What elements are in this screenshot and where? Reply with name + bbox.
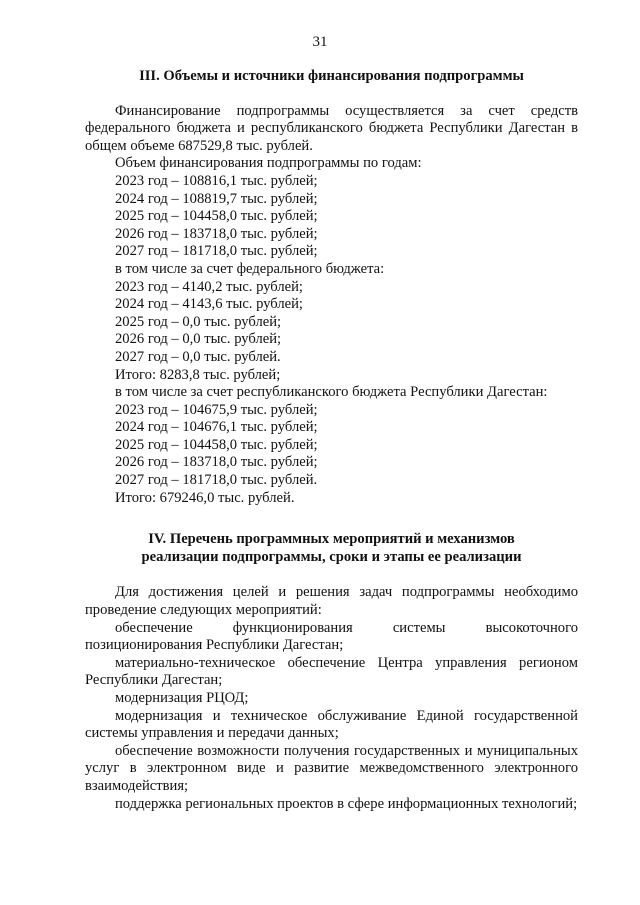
activity-item: поддержка региональных проектов в сфере информационных технологий;	[115, 795, 578, 812]
financing-line: 2024 год – 108819,7 тыс. рублей;	[115, 190, 318, 207]
section-4-intro: Для достижения целей и решения задач подпрограммы необходимо проведение следующих мероприятий:	[85, 584, 578, 619]
activities-list	[85, 620, 578, 814]
financing-line: 2024 год – 4143,6 тыс. рублей;	[115, 296, 303, 313]
financing-line: 2023 год – 108816,1 тыс. рублей;	[115, 172, 318, 189]
section-3-title: III. Объемы и источники финансирования подпрограммы	[139, 68, 524, 84]
page-number: 31	[312, 34, 328, 50]
activity-item: модернизация и техническое обслуживание Единой государственной системы управления и передачи данных;	[85, 707, 578, 742]
financing-line: 2025 год – 0,0 тыс. рублей;	[115, 313, 282, 330]
financing-line: Объем финансирования подпрограммы по годам:	[115, 155, 422, 172]
financing-line: Итого: 8283,8 тыс. рублей;	[115, 366, 281, 383]
financing-line: 2025 год – 104458,0 тыс. рублей;	[115, 208, 318, 225]
section-4-title-line-2: реализации подпрограммы, сроки и этапы ее реализации	[141, 548, 522, 565]
document-body	[85, 68, 578, 813]
financing-line: 2027 год – 181718,0 тыс. рублей.	[115, 472, 318, 489]
section-4-title-line-1: IV. Перечень программных мероприятий и механизмов	[148, 531, 515, 548]
financing-line: в том числе за счет республиканского бюджета Республики Дагестан:	[115, 384, 548, 401]
financing-line: 2026 год – 183718,0 тыс. рублей;	[115, 225, 318, 242]
financing-line: 2023 год – 4140,2 тыс. рублей;	[115, 278, 303, 295]
financing-line: 2026 год – 183718,0 тыс. рублей;	[115, 454, 318, 471]
financing-line: 2025 год – 104458,0 тыс. рублей;	[115, 436, 318, 453]
financing-line: 2024 год – 104676,1 тыс. рублей;	[115, 419, 318, 436]
section-3-intro: Финансирование подпрограммы осуществляется за счет средств федерального бюджета и республиканского бюджета Республики Дагестан в общем объеме 687529,8 тыс. рублей.	[85, 102, 578, 154]
activity-item: обеспечение возможности получения государственных и муниципальных услуг в электронном виде и развитие межведомственного электронного взаимодействия;	[85, 742, 578, 794]
activity-item: модернизация РЦОД;	[115, 690, 249, 706]
activity-item: материально-техническое обеспечение Центра управления регионом Республики Дагестан;	[85, 654, 578, 689]
financing-line: 2027 год – 181718,0 тыс. рублей;	[115, 243, 318, 260]
financing-line: Итого: 679246,0 тыс. рублей.	[115, 489, 295, 506]
financing-line: 2027 год – 0,0 тыс. рублей.	[115, 348, 281, 365]
activity-item: обеспечение функционирования системы высокоточного позиционирования Республики Дагестан;	[85, 619, 578, 654]
financing-line: 2023 год – 104675,9 тыс. рублей;	[115, 401, 318, 418]
financing-line: в том числе за счет федерального бюджета:	[115, 260, 385, 277]
section-4-title	[85, 531, 578, 566]
financing-line: 2026 год – 0,0 тыс. рублей;	[115, 331, 282, 348]
financing-lines	[85, 155, 578, 507]
